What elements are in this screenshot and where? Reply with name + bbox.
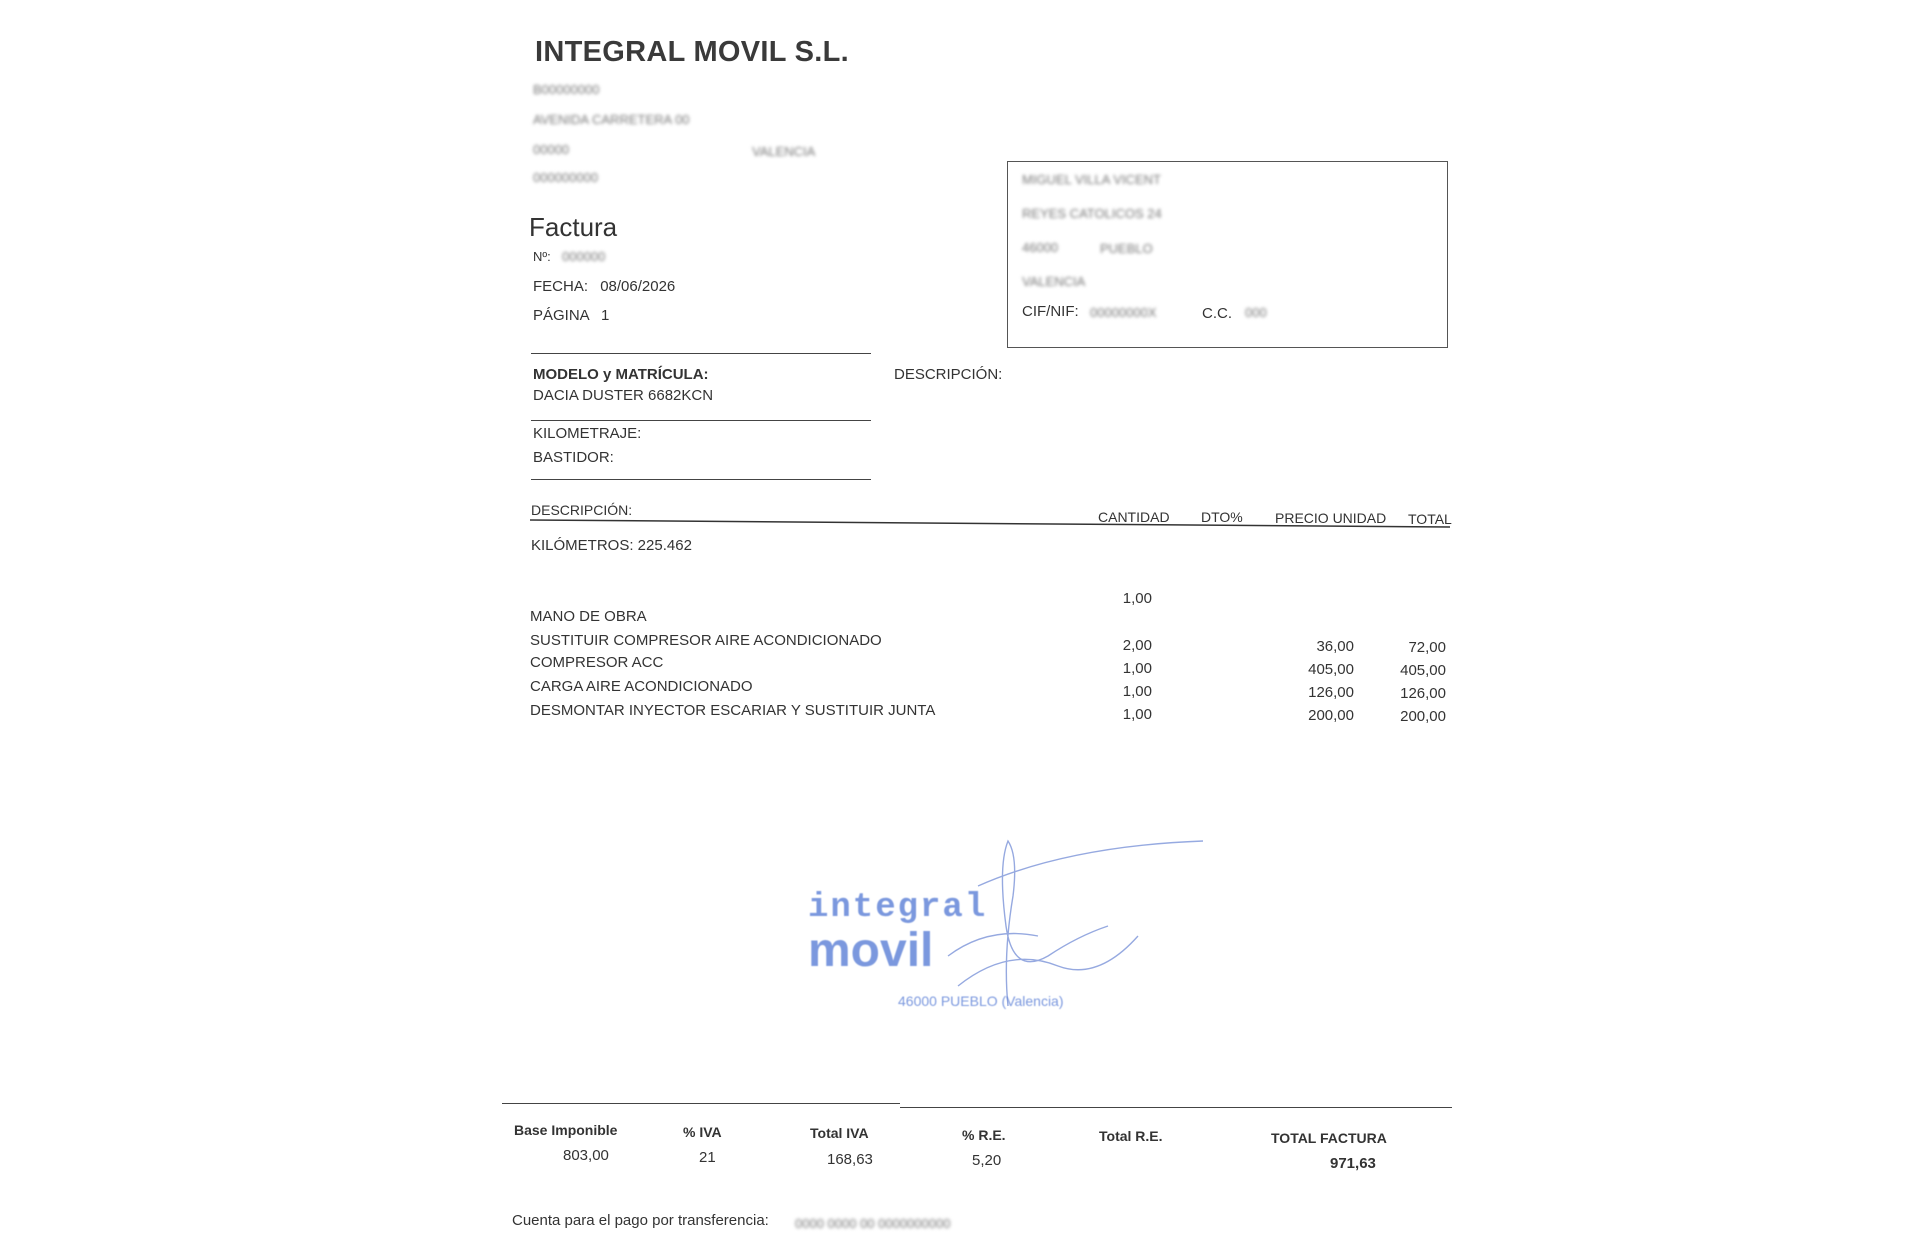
company-postal-city: 00000 — [533, 142, 570, 157]
row-5-precio: 200,00 — [1308, 707, 1354, 724]
row-5-cantidad: 1,00 — [1122, 706, 1152, 723]
document-title: Factura — [529, 212, 618, 242]
column-header-dto: DTO% — [1201, 509, 1243, 525]
column-header-total: TOTAL — [1408, 511, 1452, 527]
bastidor-label: BASTIDOR: — [533, 449, 614, 466]
row-3-precio: 405,00 — [1308, 661, 1354, 678]
client-postal: 46000 — [1022, 240, 1059, 255]
client-address: REYES CATOLICOS 24 — [1022, 206, 1162, 221]
row-2-cantidad: 2,00 — [1122, 637, 1152, 654]
total-factura-label: TOTAL FACTURA — [1271, 1130, 1387, 1146]
iva-pct-value: 21 — [699, 1149, 716, 1166]
row-3-cantidad: 1,00 — [1122, 660, 1152, 677]
divider — [531, 420, 871, 421]
invoice-page-label: PÁGINA — [533, 307, 589, 324]
transfer-account-label: Cuenta para el pago por transferencia: — [512, 1212, 769, 1229]
invoice-date-value: 08/06/2026 — [600, 278, 676, 295]
invoice-number-label: Nº: — [533, 249, 551, 264]
row-4-desc: CARGA AIRE ACONDICIONADO — [530, 678, 753, 695]
divider — [531, 353, 871, 354]
invoice-date — [533, 278, 675, 295]
kilometros-line: KILÓMETROS: 225.462 — [531, 537, 692, 554]
kilometraje-label: KILOMETRAJE: — [533, 425, 642, 442]
row-3-total: 405,00 — [1400, 662, 1446, 679]
row-2-total: 72,00 — [1408, 639, 1446, 656]
row-4-cantidad: 1,00 — [1122, 683, 1152, 700]
invoice-date-label: FECHA: — [533, 278, 589, 295]
divider — [531, 479, 871, 480]
total-factura-value: 971,63 — [1330, 1155, 1376, 1172]
client-cif-label: CIF/NIF: — [1022, 303, 1079, 320]
total-iva-value: 168,63 — [827, 1151, 873, 1168]
client-cc-value: 000 — [1245, 305, 1267, 320]
company-name: INTEGRAL MOVIL S.L. — [535, 36, 849, 68]
row-3-desc: COMPRESOR ACC — [530, 654, 664, 671]
column-header-precio: PRECIO UNIDAD — [1275, 510, 1387, 526]
stamp-name-line1: integral — [808, 889, 988, 927]
invoice-page — [533, 307, 609, 324]
modelo-value: DACIA DUSTER 6682KCN — [533, 387, 714, 404]
table-header-rule — [528, 518, 1453, 530]
divider — [900, 1107, 1452, 1108]
client-cif-value: 00000000X — [1090, 305, 1157, 320]
re-pct-label: % R.E. — [962, 1127, 1006, 1143]
row-2-desc: SUSTITUIR COMPRESOR AIRE ACONDICIONADO — [530, 632, 882, 649]
stamp-name-line2: movil — [808, 924, 934, 977]
row-2-precio: 36,00 — [1316, 638, 1354, 655]
client-name: MIGUEL VILLA VICENT — [1022, 172, 1161, 187]
company-province: VALENCIA — [752, 144, 816, 159]
column-header-descripcion: DESCRIPCIÓN: — [531, 502, 633, 518]
row-4-precio: 126,00 — [1308, 684, 1354, 701]
vehicle-description-label: DESCRIPCIÓN: — [894, 366, 1003, 383]
row-5-total: 200,00 — [1400, 708, 1446, 725]
row-5-desc: DESMONTAR INYECTOR ESCARIAR Y SUSTITUIR JUNTA — [530, 702, 936, 719]
stamp-address: 46000 PUEBLO (Valencia) — [898, 993, 1064, 1009]
transfer-account-value: 0000 0000 00 0000000000 — [795, 1216, 951, 1231]
total-re-label: Total R.E. — [1099, 1128, 1163, 1144]
invoice-page-value: 1 — [601, 307, 610, 324]
column-header-cantidad: CANTIDAD — [1098, 509, 1170, 525]
re-pct-value: 5,20 — [972, 1152, 1002, 1169]
divider — [502, 1103, 900, 1104]
base-imponible-value: 803,00 — [563, 1147, 609, 1164]
base-imponible-label: Base Imponible — [514, 1122, 618, 1138]
client-cc-label: C.C. — [1202, 305, 1232, 322]
total-iva-label: Total IVA — [810, 1125, 869, 1141]
client-town: PUEBLO — [1100, 241, 1153, 256]
iva-pct-label: % IVA — [683, 1124, 722, 1140]
row-4-total: 126,00 — [1400, 685, 1446, 702]
row-1-desc: MANO DE OBRA — [530, 608, 647, 625]
company-address: AVENIDA CARRETERA 00 — [533, 112, 690, 127]
company-phone: 000000000 — [533, 170, 599, 185]
invoice-number-value: 000000 — [562, 249, 606, 264]
client-province: VALENCIA — [1022, 274, 1086, 289]
company-stamp — [808, 836, 1208, 1036]
company-cif: B00000000 — [533, 82, 600, 97]
row-0-cantidad: 1,00 — [1122, 590, 1152, 607]
modelo-label: MODELO y MATRÍCULA: — [533, 366, 709, 383]
